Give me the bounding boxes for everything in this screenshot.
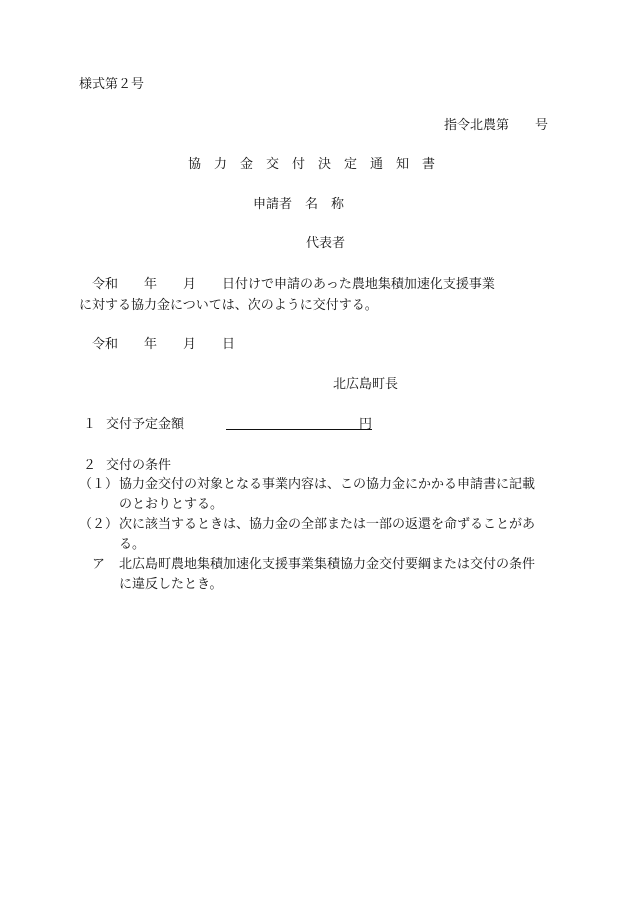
sub-item-marker: ア xyxy=(92,557,106,572)
item-2-number: ２ xyxy=(83,458,97,473)
condition-2-line-2: る。 xyxy=(119,537,146,552)
amount-blank-line xyxy=(226,429,372,430)
condition-1-marker: （１） xyxy=(79,477,119,492)
item-1-number: １ xyxy=(83,417,97,432)
form-number: 様式第２号 xyxy=(79,77,145,92)
issuer: 北広島町長 xyxy=(333,377,399,392)
body-line-1: 令和 年 月 日付けで申請のあった農地集積加速化支援事業 xyxy=(92,277,495,292)
condition-2-marker: （２） xyxy=(79,517,119,532)
body-line-2: に対する協力金については、次のように交付する。 xyxy=(79,298,378,313)
amount-unit: 円 xyxy=(359,417,373,432)
item-1-label: 交付予定金額 xyxy=(106,417,185,432)
condition-1-line-2: のとおりとする。 xyxy=(119,497,224,512)
applicant-name-label: 申請者 名 称 xyxy=(253,197,345,212)
date-line: 令和 年 月 日 xyxy=(92,337,236,352)
sub-item-line-2: に違反したとき。 xyxy=(119,577,223,592)
condition-2-line-1: 次に該当するときは、協力金の全部または一部の返還を命ずることがあ xyxy=(119,517,536,532)
item-2-label: 交付の条件 xyxy=(106,458,172,473)
document-title: 協 力 金 交 付 決 定 通 知 書 xyxy=(188,157,436,172)
sub-item-line-1: 北広島町農地集積加速化支援事業集積協力金交付要綱または交付の条件 xyxy=(119,557,536,572)
representative-label: 代表者 xyxy=(306,236,346,251)
condition-1-line-1: 協力金交付の対象となる事業内容は、この協力金にかかる申請書に記載 xyxy=(119,477,536,492)
reference-number: 指令北農第 号 xyxy=(444,118,549,133)
